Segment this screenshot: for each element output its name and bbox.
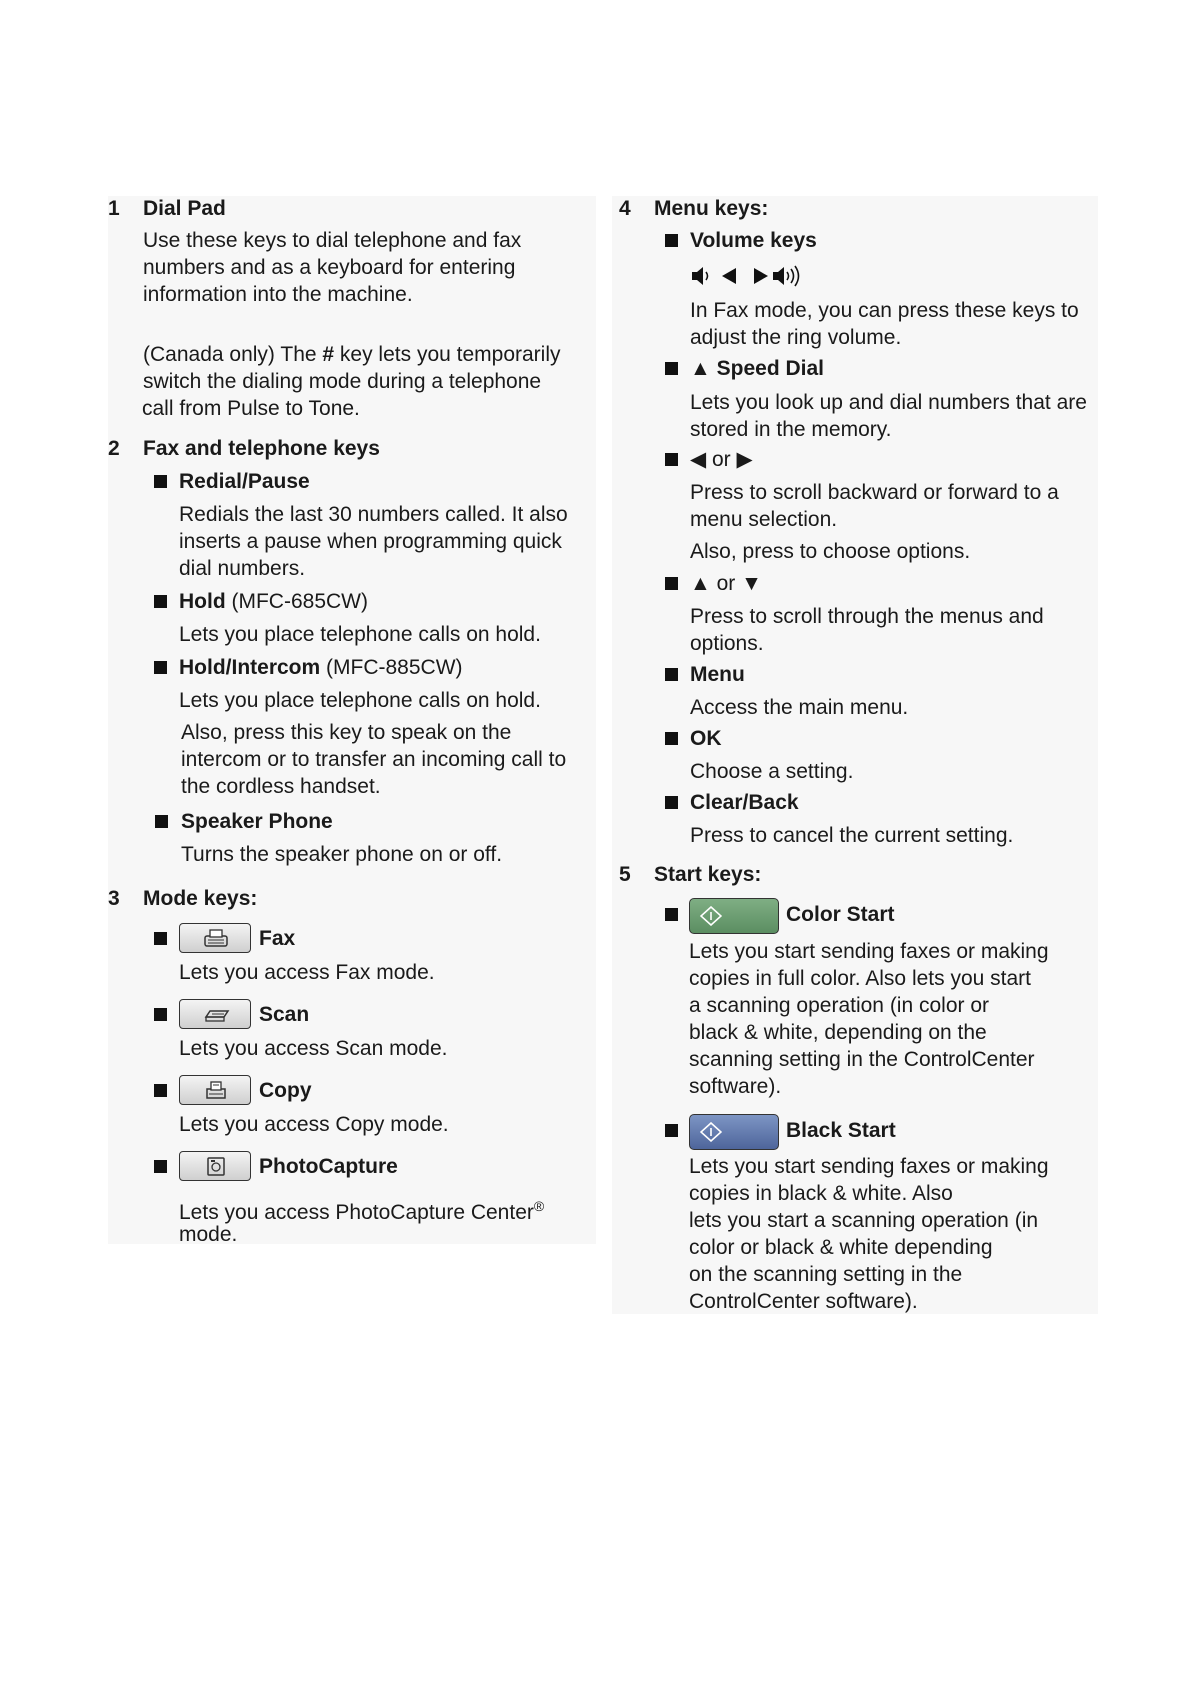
left-right-desc-line-1: Press to scroll backward or forward to a [690, 481, 1059, 504]
copy-mode-key [179, 1075, 251, 1105]
section-5-number: 5 [619, 863, 631, 886]
black-start-desc-line-5: on the scanning setting in the [689, 1263, 963, 1286]
menu-desc: Access the main menu. [690, 696, 909, 719]
dial-pad-desc-line-2: numbers and as a keyboard for entering [143, 256, 516, 279]
section-3-title: Mode keys: [143, 887, 258, 910]
section-1-title: Dial Pad [143, 197, 226, 220]
redial-desc-line-3: dial numbers. [179, 557, 306, 580]
color-start-key-name: Color Start [786, 903, 895, 926]
fax-mode-key [179, 923, 251, 953]
black-start-key-name: Black Start [786, 1119, 896, 1142]
scan-key-name: Scan [259, 1003, 310, 1026]
bullet-square [665, 668, 678, 681]
redial-desc-line-2: inserts a pause when programming quick [179, 530, 562, 553]
section-2-title: Fax and telephone keys [143, 437, 380, 460]
section-2-number: 2 [108, 437, 120, 460]
scan-mode-key [179, 999, 251, 1029]
bullet-square [154, 475, 167, 488]
photocapture-desc-line-2: mode. [179, 1223, 238, 1246]
clear-back-key-name: Clear/Back [690, 791, 799, 814]
up-down-keys-label: ▲ or ▼ [690, 572, 762, 595]
bullet-square [665, 577, 678, 590]
left-right-desc-line-2: menu selection. [690, 508, 838, 531]
menu-key-name: Menu [690, 663, 745, 686]
up-arrow-icon: ▲ [690, 357, 717, 380]
left-right-keys-label: ◀ or ▶ [690, 448, 753, 471]
bullet-square [665, 362, 678, 375]
black-start-desc-line-6: ControlCenter software). [689, 1290, 918, 1313]
right-column-panel [612, 196, 1098, 1314]
volume-keys-name: Volume keys [690, 229, 817, 252]
hold-intercom-desc-1: Lets you place telephone calls on hold. [179, 689, 541, 712]
dial-pad-desc-line-3: information into the machine. [143, 283, 413, 306]
bullet-square [665, 234, 678, 247]
hold-intercom-desc-2-line-2: intercom or to transfer an incoming call to [181, 748, 567, 771]
bullet-square [154, 1160, 167, 1173]
black-start-desc-line-2: copies in black & white. Also [689, 1182, 953, 1205]
black-start-key [689, 1114, 779, 1150]
start-diamond-icon [700, 906, 722, 926]
color-start-desc-line-2: copies in full color. Also lets you start [689, 967, 1031, 990]
right-arrow-icon: ▶ [730, 448, 753, 471]
speed-dial-desc-line-2: stored in the memory. [690, 418, 892, 441]
speed-dial-desc-line-1: Lets you look up and dial numbers that are [690, 391, 1087, 414]
copy-icon [202, 1079, 230, 1101]
up-down-desc-line-1: Press to scroll through the menus and [690, 605, 1044, 628]
scan-desc: Lets you access Scan mode. [179, 1037, 448, 1060]
clear-back-desc: Press to cancel the current setting. [690, 824, 1014, 847]
up-down-desc-line-2: options. [690, 632, 764, 655]
bullet-square [665, 796, 678, 809]
start-diamond-icon [700, 1122, 722, 1142]
hold-intercom-key-label: Hold/Intercom (MFC-885CW) [179, 656, 463, 679]
volume-desc-line-2: adjust the ring volume. [690, 326, 902, 349]
color-start-desc-line-6: software). [689, 1075, 782, 1098]
color-start-desc-line-5: scanning setting in the ControlCenter [689, 1048, 1035, 1071]
bullet-square [154, 595, 167, 608]
bullet-square [154, 932, 167, 945]
fax-desc: Lets you access Fax mode. [179, 961, 435, 984]
black-start-desc-line-1: Lets you start sending faxes or making [689, 1155, 1049, 1178]
hold-intercom-desc-2-line-1: Also, press this key to speak on the [181, 721, 512, 744]
speaker-phone-desc: Turns the speaker phone on or off. [181, 843, 503, 866]
up-arrow-icon: ▲ [690, 572, 717, 595]
fax-icon [202, 927, 230, 949]
bullet-square [154, 661, 167, 674]
volume-down-icon [690, 263, 820, 289]
redial-pause-key-name: Redial/Pause [179, 470, 310, 493]
scan-icon [202, 1003, 230, 1025]
bullet-square [665, 732, 678, 745]
section-4-title: Menu keys: [654, 197, 769, 220]
color-start-desc-line-3: a scanning operation (in color or [689, 994, 990, 1017]
section-5-title: Start keys: [654, 863, 762, 886]
left-right-desc-2: Also, press to choose options. [690, 540, 971, 563]
photocapture-key-name: PhotoCapture [259, 1155, 398, 1178]
photocapture-mode-key [179, 1151, 251, 1181]
canada-note-line-1: (Canada only) The # key lets you temporarily [143, 343, 561, 366]
ok-key-name: OK [690, 727, 722, 750]
bullet-square [154, 1008, 167, 1021]
copy-key-name: Copy [259, 1079, 312, 1102]
color-start-desc-line-1: Lets you start sending faxes or making [689, 940, 1049, 963]
speed-dial-key-name: ▲ Speed Dial [690, 357, 824, 380]
bullet-square [155, 815, 168, 828]
photocapture-desc-line-1: Lets you access PhotoCapture Center® [179, 1198, 545, 1224]
bullet-square [665, 453, 678, 466]
canada-note-line-2: switch the dialing mode during a telephone [143, 370, 542, 393]
section-1-number: 1 [108, 197, 120, 220]
hold-intercom-desc-2-line-3: the cordless handset. [181, 775, 381, 798]
canada-note-line-3: call from Pulse to Tone. [142, 397, 360, 420]
copy-desc: Lets you access Copy mode. [179, 1113, 449, 1136]
left-arrow-icon: ◀ [690, 448, 712, 471]
section-4-number: 4 [619, 197, 631, 220]
black-start-desc-line-4: color or black & white depending [689, 1236, 993, 1259]
down-arrow-icon: ▼ [735, 572, 762, 595]
volume-desc-line-1: In Fax mode, you can press these keys to [690, 299, 1079, 322]
section-3-number: 3 [108, 887, 120, 910]
bullet-square [154, 1084, 167, 1097]
color-start-key [689, 898, 779, 934]
dial-pad-desc-line-1: Use these keys to dial telephone and fax [143, 229, 522, 252]
bullet-square [665, 908, 678, 921]
speaker-phone-key-name: Speaker Phone [181, 810, 333, 833]
hold-desc: Lets you place telephone calls on hold. [179, 623, 541, 646]
bullet-square [665, 1124, 678, 1137]
black-start-desc-line-3: lets you start a scanning operation (in [689, 1209, 1039, 1232]
ok-desc: Choose a setting. [690, 760, 854, 783]
photocapture-icon [202, 1155, 230, 1177]
redial-desc-line-1: Redials the last 30 numbers called. It also [179, 503, 568, 526]
color-start-desc-line-4: black & white, depending on the [689, 1021, 987, 1044]
volume-key-symbols [690, 263, 820, 289]
hold-key-label: Hold (MFC-685CW) [179, 590, 368, 613]
fax-key-name: Fax [259, 927, 296, 950]
